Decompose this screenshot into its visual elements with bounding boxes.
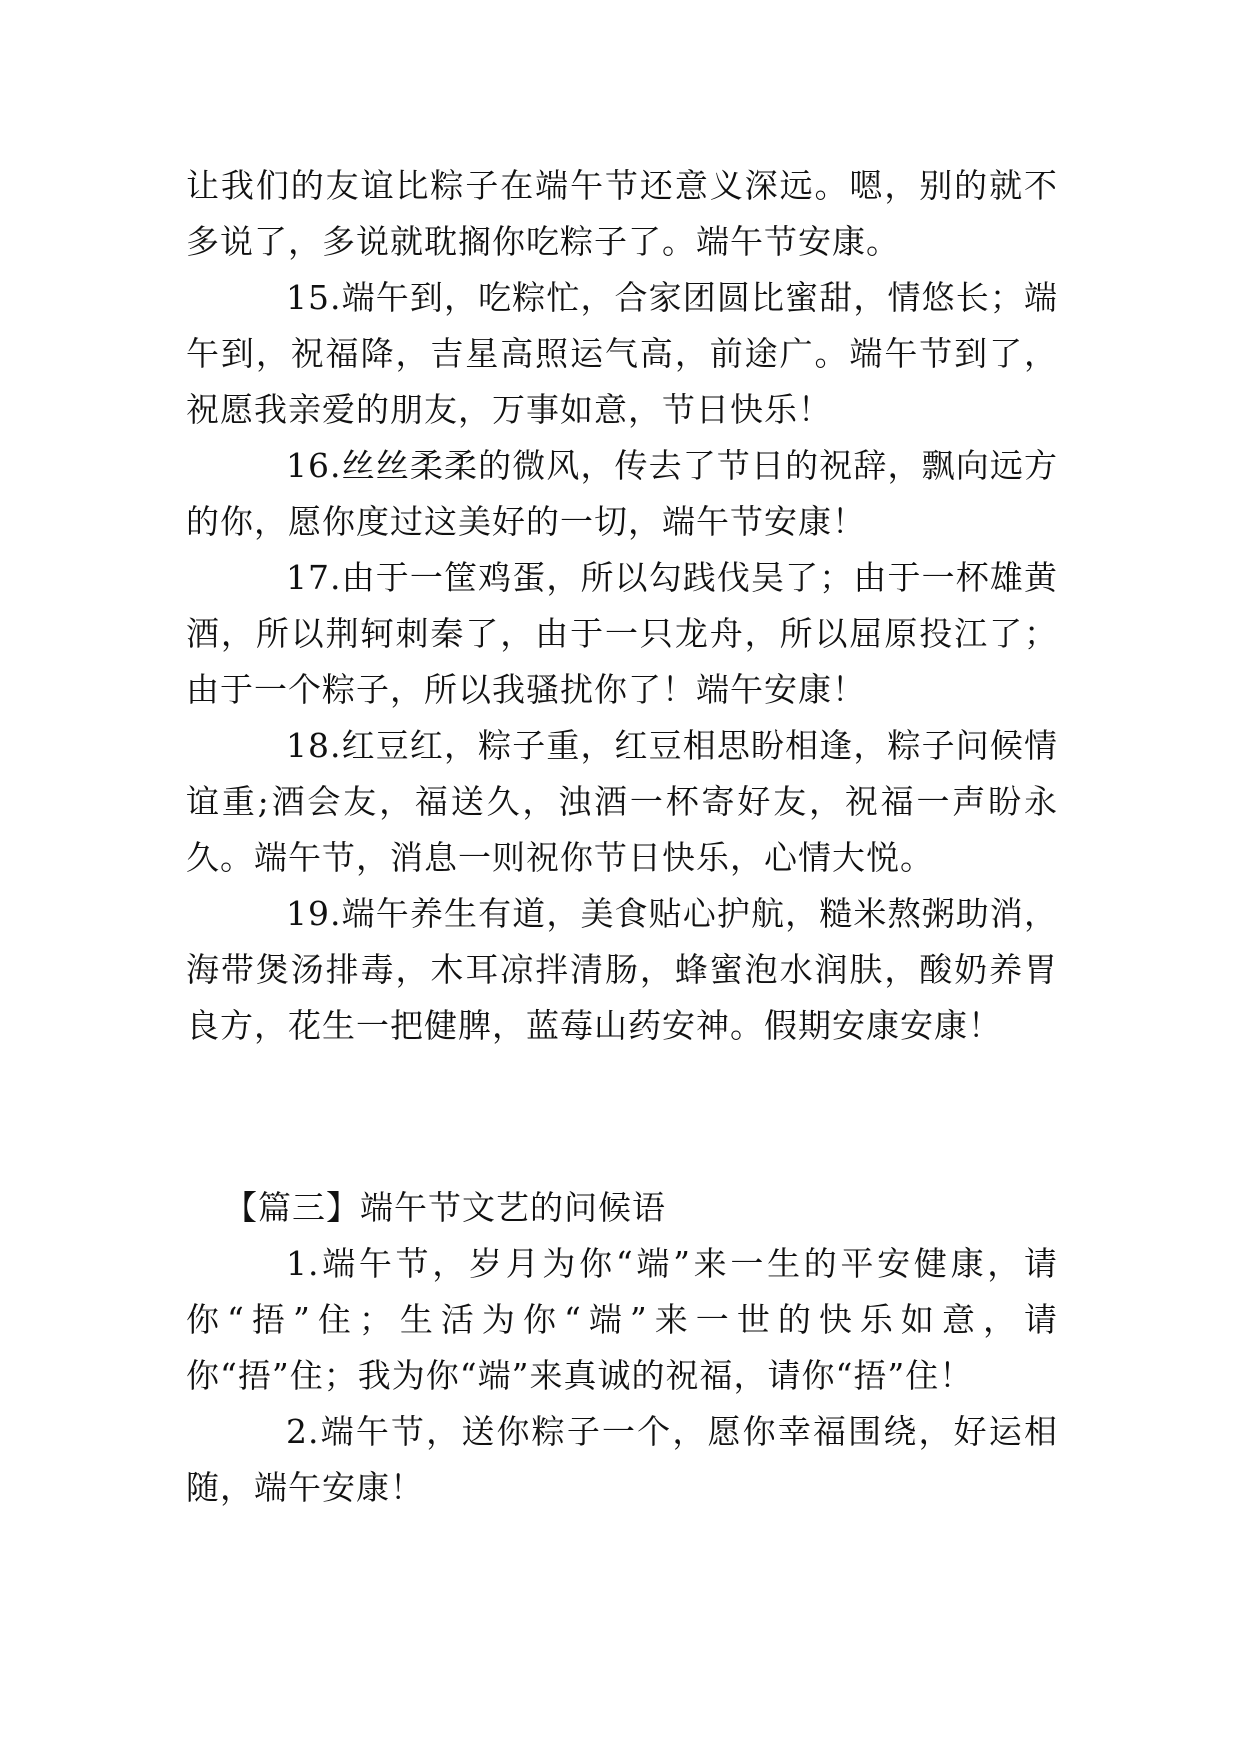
paragraph-continuation: 让我们的友谊比粽子在端午节还意义深远。嗯，别的就不多说了，多说就耽搁你吃粽子了。端午节安康。 (186, 166, 1058, 261)
paragraph-item-17: 17.由于一筐鸡蛋，所以勾践伐吴了；由于一杯雄黄酒，所以荆轲刺秦了，由于一只龙舟，所以屈原投江了；由于一个粽子，所以我骚扰你了！端午安康！ (186, 558, 1058, 709)
paragraph-item-15: 15.端午到，吃粽忙，合家团圆比蜜甜，情悠长；端午到，祝福降，吉星高照运气高，前途广。端午节到了，祝愿我亲爱的朋友，万事如意，节日快乐！ (186, 278, 1058, 429)
paragraph-item-18: 18.红豆红，粽子重，红豆相思盼相逢，粽子问候情谊重;酒会友，福送久，浊酒一杯寄好友，祝福一声盼永久。端午节，消息一则祝你节日快乐，心情大悦。 (186, 726, 1058, 877)
section-spacer (186, 1054, 1058, 1180)
paragraph-item-19: 19.端午养生有道，美食贴心护航，糙米熬粥助消，海带煲汤排毒，木耳凉拌清肠，蜂蜜泡水润肤，酸奶养胃良方，花生一把健脾，蓝莓山药安神。假期安康安康！ (186, 894, 1058, 1045)
document-body (186, 158, 1058, 1516)
paragraph-item-2: 2.端午节，送你粽子一个，愿你幸福围绕，好运相随，端午安康！ (186, 1412, 1058, 1507)
paragraph-item-16: 16.丝丝柔柔的微风，传去了节日的祝辞，飘向远方的你，愿你度过这美好的一切，端午节安康！ (186, 446, 1058, 541)
paragraph-item-1: 1.端午节，岁月为你“端”来一生的平安健康，请你“捂”住；生活为你“端”来一世的快乐如意，请你“捂”住；我为你“端”来真诚的祝福，请你“捂”住！ (186, 1244, 1058, 1395)
section-heading: 【篇三】端午节文艺的问候语 (224, 1188, 666, 1227)
